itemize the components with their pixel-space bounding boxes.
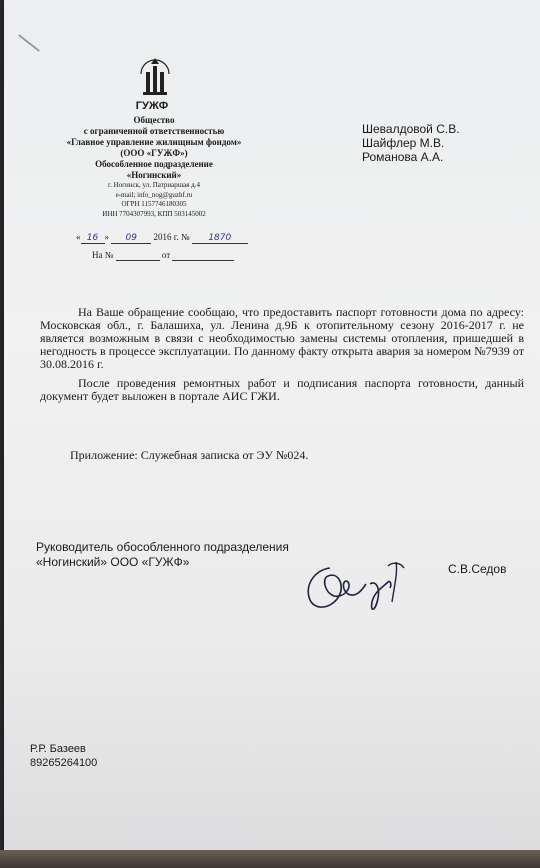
company-inn: ИНН 7704307993, КПП 503145002 bbox=[102, 209, 206, 218]
company-address: г. Ногинск, ул. Патриаршая д.4 bbox=[108, 181, 200, 189]
staple-mark bbox=[18, 34, 40, 52]
quote-open: « bbox=[76, 232, 81, 242]
signer-title-line: «Ногинский» ООО «ГУЖФ» bbox=[36, 555, 190, 569]
reference-prefix: На № bbox=[92, 250, 114, 260]
company-short-name: ГУЖФ bbox=[135, 100, 169, 112]
outgoing-number: 1870 bbox=[208, 233, 232, 243]
executor-name: Р.Р. Базеев bbox=[30, 743, 86, 755]
letterhead-line: Обособленное подразделение bbox=[95, 159, 213, 169]
handwritten-signature bbox=[300, 558, 412, 618]
table-surface bbox=[0, 850, 540, 868]
outgoing-year: 2016 г. bbox=[153, 232, 179, 242]
letterhead-line: «Главное управление жилищным фондом» bbox=[66, 137, 242, 147]
company-email: e-mail; info_nog@guzhf.ru bbox=[115, 190, 193, 199]
outgoing-number-label: № bbox=[180, 232, 190, 242]
recipient-name: Романова А.А. bbox=[362, 150, 444, 164]
letterhead-line: «Ногинский» bbox=[126, 170, 182, 180]
recipients-block bbox=[362, 122, 460, 164]
letter-page bbox=[4, 0, 540, 858]
reference-from: от bbox=[161, 250, 171, 260]
outgoing-month: 09 bbox=[125, 233, 137, 243]
appendix-note: Приложение: Служебная записка от ЭУ №024. bbox=[70, 448, 309, 462]
company-logo-icon bbox=[137, 56, 173, 96]
executor-block bbox=[30, 742, 97, 770]
body-paragraph: На Ваше обращение сообщаю, что предоставить паспорт готовности дома по адресу: Московская обл., г. Балашиха, ул. Ленина д.9Б к отопительному сезону 2016-2017 г. не является возможным в связи с необходимостью замены системы отопления, пришедшей в негодность в процессе эксплуатации. По данному факту открыта авария за номером №7939 от 30.08.2016 г. bbox=[40, 305, 524, 371]
letterhead-line: с ограниченной ответственностью bbox=[83, 126, 225, 136]
body-paragraph: После проведения ремонтных работ и подписания паспорта готовности, данный документ будет выложен в портале АИС ГЖИ. bbox=[40, 376, 524, 403]
letter-body bbox=[40, 306, 524, 409]
signer-name: С.В.Седов bbox=[448, 562, 507, 576]
letterhead-line: (ООО «ГУЖФ») bbox=[120, 148, 188, 158]
company-ogrn: ОГРН 1157746180305 bbox=[121, 200, 187, 208]
executor-phone: 89265264100 bbox=[30, 757, 98, 769]
letterhead-block bbox=[54, 115, 254, 219]
recipient-name: Шевалдовой С.В. bbox=[362, 122, 460, 136]
quote-close: » bbox=[104, 232, 109, 242]
outgoing-day: 16 bbox=[86, 233, 99, 243]
reference-line bbox=[92, 250, 234, 261]
recipient-name: Шайфлер М.В. bbox=[362, 136, 445, 150]
signer-title bbox=[36, 540, 289, 570]
letterhead-line: Общество bbox=[133, 115, 175, 125]
signer-title-line: Руководитель обособленного подразделения bbox=[36, 540, 289, 554]
outgoing-date-line bbox=[76, 232, 248, 244]
